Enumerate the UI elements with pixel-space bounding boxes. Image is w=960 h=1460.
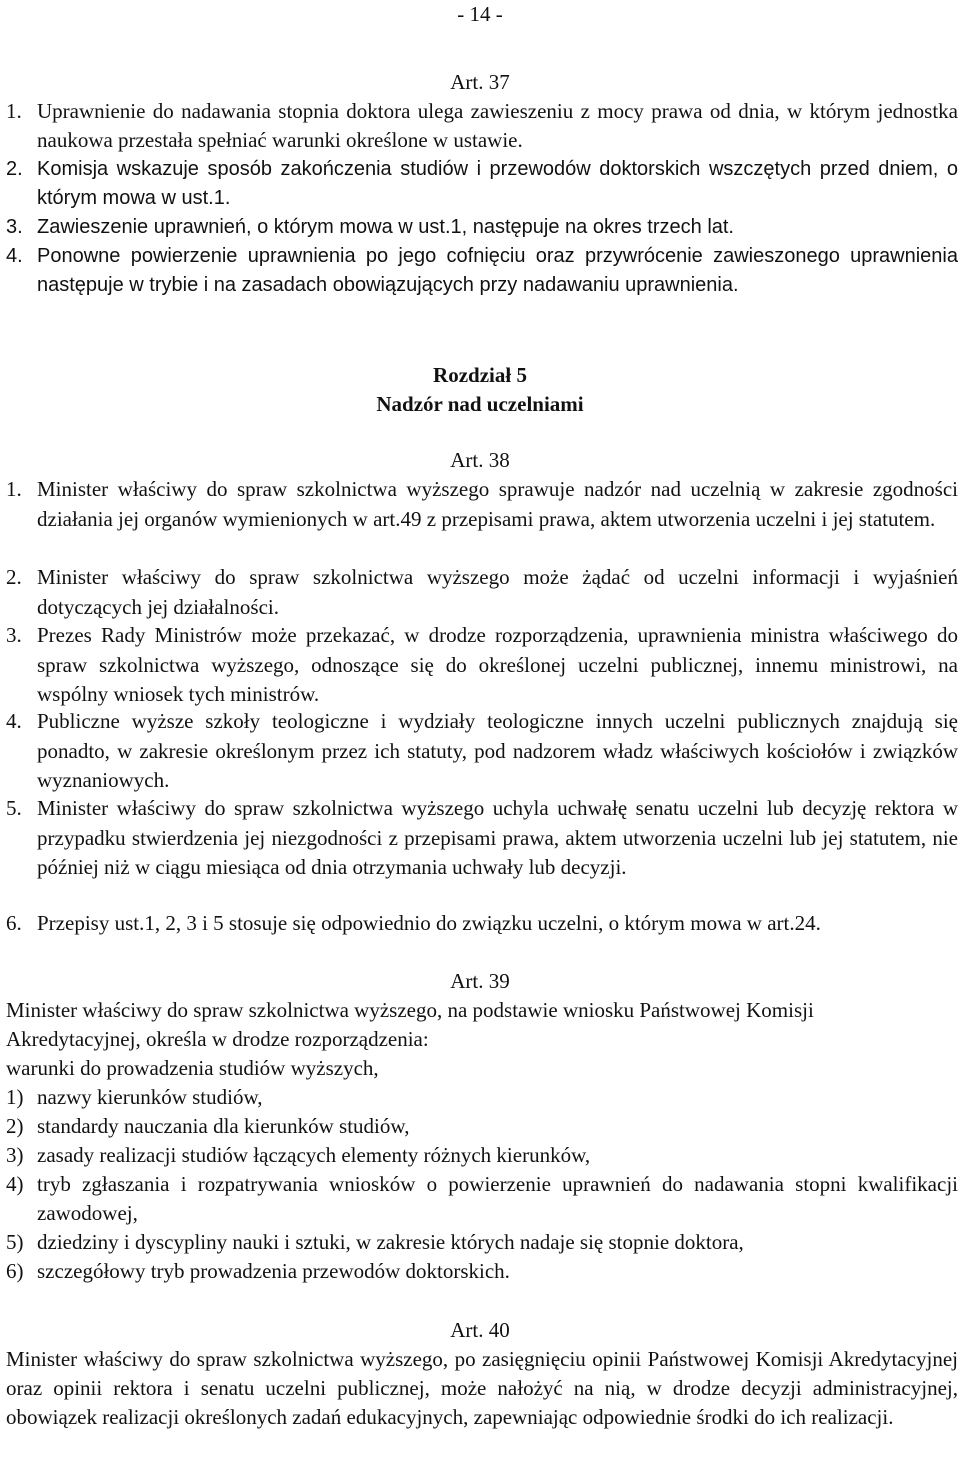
art37-heading: Art. 37 (450, 70, 510, 94)
item-number: 6. (6, 911, 22, 935)
item-number: 2. (6, 158, 23, 180)
item-text: zasady realizacji studiów łączących elementy różnych kierunków, (37, 1143, 591, 1167)
item-text: tryb zgłaszania i rozpatrywania wniosków o powierzenie uprawnień do nadawania stopni kwalifikacji zawodowej, (37, 1172, 958, 1225)
chapter-title: Rozdział 5 (433, 363, 527, 387)
item-number: 1. (6, 99, 22, 123)
item-number: 1. (6, 477, 22, 501)
item-text: Uprawnienie do nadawania stopnia doktora ulega zawieszeniu z mocy prawa od dnia, w którym jednostka naukowa przestała spełniać warunki określone w ustawie. (37, 99, 958, 152)
item-number: 4. (6, 709, 22, 733)
item-number: 1) (6, 1085, 24, 1109)
item-text: standardy nauczania dla kierunków studiów, (37, 1114, 410, 1138)
item-text: Publiczne wyższe szkoły teologiczne i wydziały teologiczne innych uczelni publicznych znajdują się ponadto, w zakresie określonym przez ich statuty, pod nadzorem władz właściwych kościołów i związków wyznaniowych. (37, 709, 958, 792)
item-text: Minister właściwy do spraw szkolnictwa wyższego może żądać od uczelni informacji i wyjaśnień dotyczących jej działalności. (37, 565, 958, 619)
item-number: 2) (6, 1114, 24, 1138)
item-text: Minister właściwy do spraw szkolnictwa wyższego sprawuje nadzór nad uczelnią w zakresie zgodności działania jej organów wymienionych w art.49 z przepisami prawa, aktem utworzenia uczelni i jej statutem. (37, 477, 958, 531)
item-number: 6) (6, 1259, 24, 1283)
item-text: Minister właściwy do spraw szkolnictwa wyższego uchyla uchwałę senatu uczelni lub decyzję rektora w przypadku stwierdzenia jej niezgodności z przepisami prawa, aktem utworzenia uczelni lub jej statutem, nie później niż w ciągu miesiąca od dnia otrzymania uchwały lub decyzji. (37, 796, 958, 879)
item-number: 5) (6, 1230, 24, 1254)
item-text: Komisja wskazuje sposób zakończenia studiów i przewodów doktorskich wszczętych przed dniem, o którym mowa w ust.1. (37, 158, 958, 209)
item-number: 4) (6, 1172, 24, 1196)
item-text: Prezes Rady Ministrów może przekazać, w drodze rozporządzenia, uprawnienia ministra właściwego do spraw szkolnictwa wyższego, odnoszące się do określonej uczelni publicznej, innemu ministrowi, na wspólny wniosek tych ministrów. (37, 623, 958, 706)
art40-text: Minister właściwy do spraw szkolnictwa wyższego, po zasięgnięciu opinii Państwowej Komisji Akredytacyjnej oraz opinii rektora i senatu uczelni publicznej, może nałożyć na nią, w drodze decyzji administracyjnej, obowiązek realizacji określonych zadań edukacyjnych, zapewniając odpowiednie środki do ich realizacji. (6, 1347, 958, 1429)
art38-heading: Art. 38 (450, 448, 510, 472)
art39-heading: Art. 39 (450, 969, 510, 993)
item-number: 3. (6, 216, 23, 238)
chapter-subtitle: Nadzór nad uczelniami (376, 392, 584, 416)
art39-intro: Minister właściwy do spraw szkolnictwa wyższego, na podstawie wniosku Państwowej Komisji Akredytacyjnej, określa w drodze rozporządzenia: (6, 998, 814, 1051)
item-text: Przepisy ust.1, 2, 3 i 5 stosuje się odpowiednio do związku uczelni, o którym mowa w art.24. (37, 911, 821, 935)
page-number: - 14 - (457, 2, 503, 26)
item-text: Ponowne powierzenie uprawnienia po jego cofnięciu oraz przywrócenie zawieszonego uprawnienia następuje w trybie i na zasadach obowiązujących przy nadawaniu uprawnienia. (37, 245, 958, 296)
item-number: 4. (6, 245, 23, 267)
art39-lead: warunki do prowadzenia studiów wyższych, (6, 1056, 379, 1080)
item-number: 3. (6, 623, 22, 647)
item-text: szczegółowy tryb prowadzenia przewodów doktorskich. (37, 1259, 510, 1283)
item-text: Zawieszenie uprawnień, o którym mowa w ust.1, następuje na okres trzech lat. (37, 216, 734, 238)
item-number: 2. (6, 565, 22, 589)
item-text: nazwy kierunków studiów, (37, 1085, 263, 1109)
art40-heading: Art. 40 (450, 1318, 510, 1342)
item-number: 5. (6, 796, 22, 820)
item-number: 3) (6, 1143, 24, 1167)
item-text: dziedziny i dyscypliny nauki i sztuki, w zakresie których nadaje się stopnie doktora, (37, 1230, 744, 1254)
